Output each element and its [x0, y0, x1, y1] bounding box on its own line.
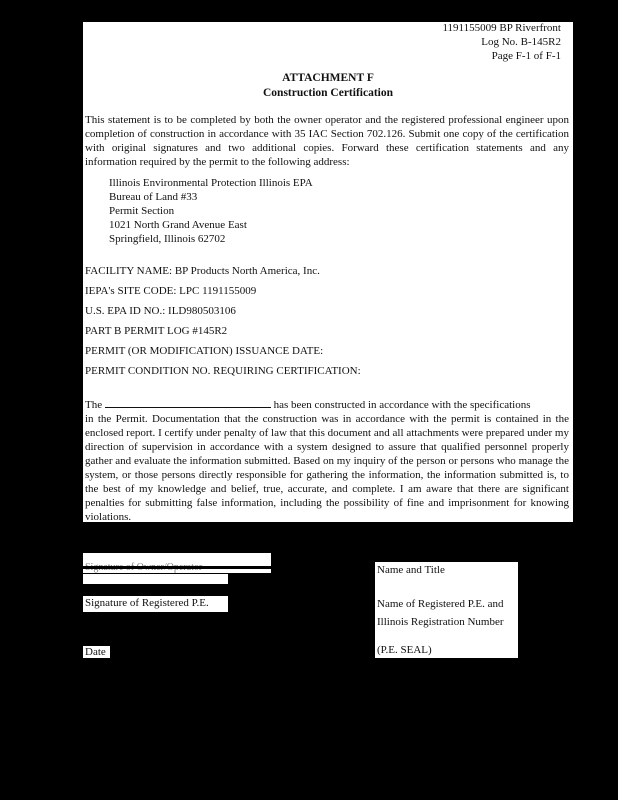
certification-page	[83, 22, 573, 522]
mask-fragment	[83, 574, 228, 584]
address-line: Illinois Environmental Protection Illinois EPA	[109, 177, 313, 189]
date-box	[83, 646, 110, 658]
attachment-subtitle: Construction Certification	[263, 87, 393, 99]
pe-name-label: Name of Registered P.E. and	[377, 598, 504, 610]
intro-paragraph: This statement is to be completed by both the owner operator and the registered professional engineer upon completion of construction in accordance with 35 IAC Section 702.126. Submit one copy of the certification with original signatures and two additional copies. Forward these certification statements and any information required by the permit to the following address:	[85, 114, 569, 168]
pe-info-box	[375, 562, 518, 658]
address-line: 1021 North Grand Avenue East	[109, 219, 247, 231]
facility-blank-line	[105, 398, 271, 408]
permit-condition-label: PERMIT CONDITION NO. REQUIRING CERTIFICATION:	[85, 365, 361, 377]
owner-signature-box	[83, 553, 271, 573]
address-line: Permit Section	[109, 205, 175, 217]
permit-log: PART B PERMIT LOG #145R2	[85, 325, 228, 337]
header-page-no: Page F-1 of F-1	[491, 50, 561, 62]
pe-signature-box	[83, 596, 228, 612]
facility-name: FACILITY NAME: BP Products North America, Inc.	[85, 265, 320, 277]
pe-signature-label: Signature of Registered P.E.	[85, 597, 209, 609]
pe-registration-label: Illinois Registration Number	[377, 616, 504, 628]
date-label: Date	[85, 646, 106, 658]
address-line: Springfield, Illinois 62702	[109, 233, 226, 245]
site-code: IEPA's SITE CODE: LPC 1191155009	[85, 285, 257, 297]
certification-first-line	[85, 398, 569, 412]
issuance-date-label: PERMIT (OR MODIFICATION) ISSUANCE DATE:	[85, 345, 324, 357]
certification-prefix: The	[85, 399, 103, 411]
pe-seal-label: (P.E. SEAL)	[377, 644, 432, 656]
header-log-no: Log No. B-145R2	[481, 36, 561, 48]
certification-first-text: has been constructed in accordance with the specifications	[273, 399, 531, 411]
header-site-id: 1191155009 BP Riverfront	[442, 22, 561, 34]
attachment-title: ATTACHMENT F	[282, 72, 374, 84]
signature-mask	[83, 566, 271, 569]
epa-id: U.S. EPA ID NO.: ILD980503106	[85, 305, 236, 317]
address-line: Bureau of Land #33	[109, 191, 198, 203]
certification-statement	[85, 398, 569, 524]
name-title-label: Name and Title	[377, 564, 445, 576]
certification-body: in the Permit. Documentation that the construction was in accordance with the permit is contained in the enclosed report. I certify under penalty of law that this document and all attachments were prepared under my direction of supervision in accordance with a system designed to assure that qualified personnel properly gather and evaluate the information submitted. Based on my inquiry of the person or persons who manage the system, or those persons directly responsible for gathering the information, the information submitted is, to the best of my knowledge and belief, true, accurate, and complete. I am aware that there are significant penalties for submitting false information, including the possibility of fine and imprisonment for knowing violations.	[85, 413, 569, 523]
